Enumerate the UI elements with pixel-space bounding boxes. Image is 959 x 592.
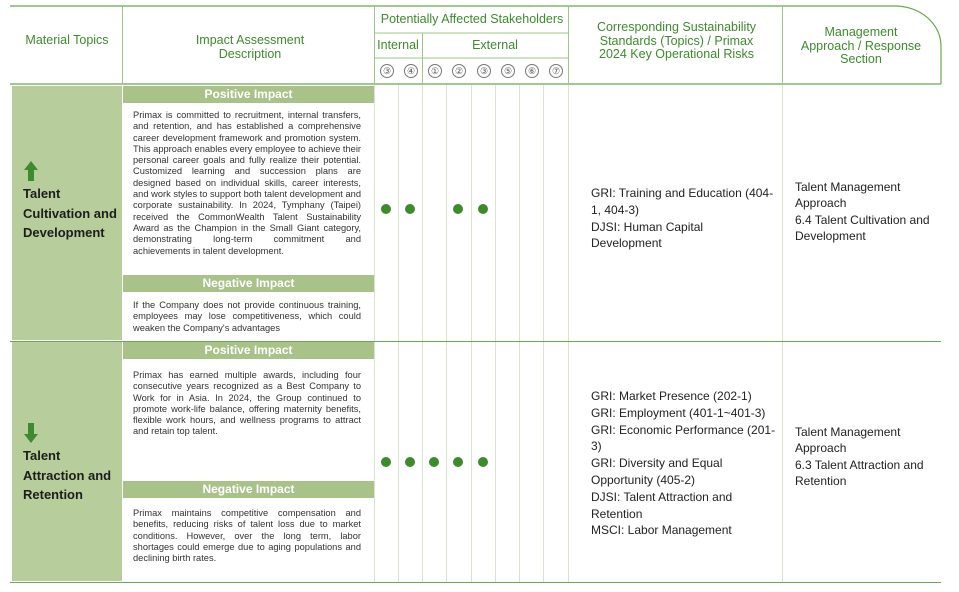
stakeholder-dot	[381, 457, 391, 467]
stakeholder-dot	[453, 204, 463, 214]
positive-impact-text: Primax has earned multiple awards, including four consecutive years recognized as a Best Company to Work for in Asia. In 2024, the Group continued to promote work-life balance, offering maternity benefits, flexible work hours, and wellness programs to attract and retain top talent.	[133, 370, 361, 437]
header-external: External	[472, 38, 518, 52]
standard-item: GRI: Economic Performance (201-3)	[591, 422, 776, 454]
negative-impact-label: Negative Impact	[123, 275, 374, 292]
stakeholder-dot	[405, 204, 415, 214]
standard-item: MSCI: Labor Management	[591, 523, 732, 538]
grid-line	[422, 85, 423, 582]
grid-line	[782, 85, 783, 582]
row-separator	[10, 582, 941, 583]
stakeholder-dot	[381, 204, 391, 214]
positive-impact-label: Positive Impact	[123, 342, 374, 359]
header-divider	[568, 6, 569, 84]
stakeholder-dot	[478, 204, 488, 214]
stakeholder-number: ③	[477, 64, 491, 78]
grid-line	[374, 85, 375, 582]
stakeholder-dot	[429, 457, 439, 467]
standards-list	[591, 388, 776, 539]
stakeholder-number: ⑤	[501, 64, 515, 78]
standard-item: GRI: Training and Education (404-1, 404-3)	[591, 186, 774, 217]
positive-impact-text: Primax is committed to recruitment, internal transfers, and retention, and has established a comprehensive career development framework and promotion system. This approach enables every employee to achieve their personal career goals and fully realize their potential. Customized learning and succession plans are designed based on individual skills, career interests, and work styles to support both talent development and corporate sustainability. In 2024, Tymphany (Taipei) received the CommonWealth Talent Sustainability Award as the Champion in the Small Giant category, demonstrating long-term commitment and achievements in talent development.	[133, 110, 361, 256]
stakeholder-dot	[405, 457, 415, 467]
topic-name: Talent Cultivation and Development	[23, 186, 117, 240]
standard-item: GRI: Diversity and Equal Opportunity (405-2)	[591, 456, 723, 487]
grid-line	[568, 85, 569, 582]
grid-line	[519, 85, 520, 582]
management-section	[795, 424, 935, 490]
stakeholder-number: ①	[428, 64, 442, 78]
negative-impact-label: Negative Impact	[123, 481, 374, 498]
stakeholder-dot	[453, 457, 463, 467]
header-stakeholders: Potentially Affected Stakeholders	[380, 12, 564, 26]
management-item: Talent Management Approach	[795, 425, 901, 456]
grid-line	[446, 85, 447, 582]
stakeholder-number: ④	[404, 64, 418, 78]
header-impact-description: Impact Assessment Description	[195, 33, 305, 61]
stakeholder-dot	[478, 457, 488, 467]
header-internal: Internal	[377, 38, 419, 52]
management-section	[795, 179, 935, 245]
header-standards: Corresponding Sustainability Standards (Topics) / Primax 2024 Key Operational Risks	[596, 20, 757, 61]
header-material-topics: Material Topics	[25, 33, 109, 47]
grid-line	[471, 85, 472, 582]
management-item: 6.3 Talent Attraction and Retention	[795, 457, 924, 489]
header-divider	[782, 6, 783, 84]
standards-list	[591, 185, 776, 252]
header-divider	[122, 6, 123, 84]
stakeholder-number: ⑥	[525, 64, 539, 78]
stakeholder-number: ②	[452, 64, 466, 78]
stakeholder-number: ③	[380, 64, 394, 78]
arrow-up-icon	[23, 160, 39, 182]
topic-name: Talent Attraction and Retention	[23, 448, 112, 502]
negative-impact-text: If the Company does not provide continuous training, employees may lose competitiveness, which could weaken the Company's advantages	[133, 300, 361, 333]
management-item: Talent Management Approach	[795, 180, 901, 211]
management-item: 6.4 Talent Cultivation and Development	[795, 212, 930, 244]
negative-impact-text: Primax maintains competitive compensation and benefits, reducing risks of talent loss due to market conditions. However, over the long term, labor shortages could emerge due to aging populations and declining birth rates.	[133, 508, 361, 564]
standard-item: GRI: Employment (401-1~401-3)	[591, 405, 766, 420]
grid-line	[543, 85, 544, 582]
standard-item: DJSI: Human Capital Development	[591, 219, 704, 251]
arrow-down-icon	[23, 422, 39, 444]
positive-impact-label: Positive Impact	[123, 86, 374, 103]
header-management: Management Approach / Response Section	[800, 25, 922, 66]
stakeholder-number: ⑦	[549, 64, 563, 78]
standard-item: DJSI: Talent Attraction and Retention	[591, 489, 733, 521]
standard-item: GRI: Market Presence (202-1)	[591, 389, 752, 403]
grid-line	[495, 85, 496, 582]
grid-line	[398, 85, 399, 582]
